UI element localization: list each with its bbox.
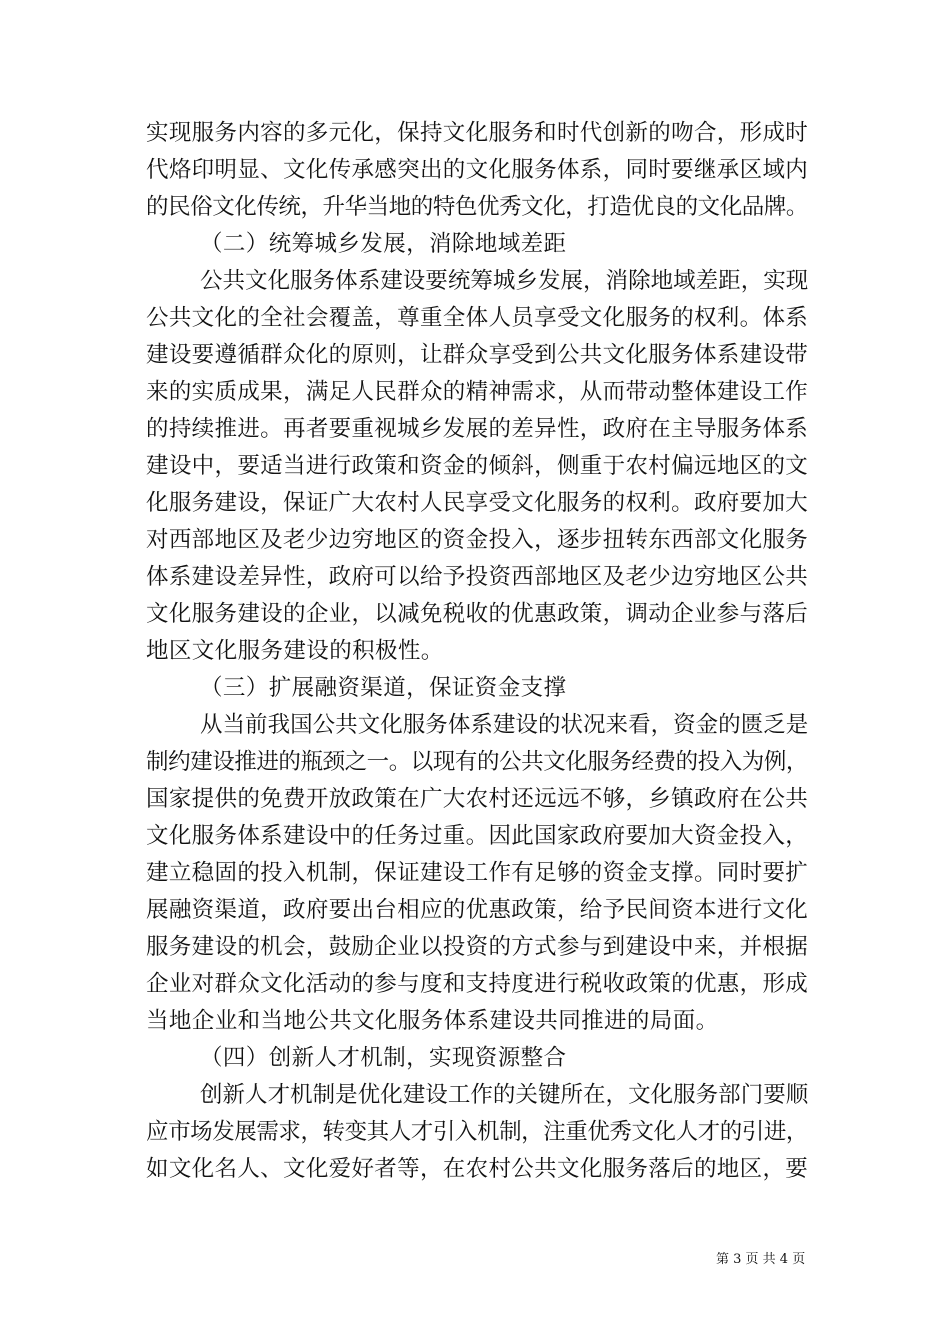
body-line: 服务建设的机会，鼓励企业以投资的方式参与到建设中来，并根据 bbox=[146, 934, 809, 960]
body-line: 从当前我国公共文化服务体系建设的状况来看，资金的匮乏是 bbox=[200, 712, 809, 738]
body-line: 制约建设推进的瓶颈之一。以现有的公共文化服务经费的投入为例， bbox=[146, 749, 809, 775]
body-line: 化服务建设，保证广大农村人民享受文化服务的权利。政府要加大 bbox=[146, 490, 809, 516]
body-line: 代烙印明显、文化传承感突出的文化服务体系，同时要继承区域内 bbox=[146, 157, 809, 183]
body-line: 文化服务体系建设中的任务过重。因此国家政府要加大资金投入， bbox=[146, 823, 809, 849]
body-line: 对西部地区及老少边穷地区的资金投入，逐步扭转东西部文化服务 bbox=[146, 527, 809, 553]
body-line: 建设要遵循群众化的原则，让群众享受到公共文化服务体系建设带 bbox=[146, 342, 809, 368]
section-heading: （四）创新人才机制，实现资源整合 bbox=[200, 1045, 567, 1071]
body-line: 的持续推进。再者要重视城乡发展的差异性，政府在主导服务体系 bbox=[146, 416, 809, 442]
body-line: 创新人才机制是优化建设工作的关键所在，文化服务部门要顺 bbox=[200, 1082, 809, 1108]
section-heading: （二）统筹城乡发展，消除地域差距 bbox=[200, 231, 567, 257]
body-line: 建立稳固的投入机制，保证建设工作有足够的资金支撑。同时要扩 bbox=[146, 860, 809, 886]
section-heading: （三）扩展融资渠道，保证资金支撑 bbox=[200, 675, 567, 701]
page-number-footer: 第 3 页 共 4 页 bbox=[716, 1252, 806, 1267]
body-line: 体系建设差异性，政府可以给予投资西部地区及老少边穷地区公共 bbox=[146, 564, 809, 590]
body-line: 公共文化服务体系建设要统筹城乡发展，消除地域差距，实现 bbox=[200, 268, 809, 294]
body-line: 展融资渠道，政府要出台相应的优惠政策，给予民间资本进行文化 bbox=[146, 897, 809, 923]
body-line: 文化服务建设的企业，以减免税收的优惠政策，调动企业参与落后 bbox=[146, 601, 809, 627]
body-line: 来的实质成果，满足人民群众的精神需求，从而带动整体建设工作 bbox=[146, 379, 809, 405]
body-line: 公共文化的全社会覆盖，尊重全体人员享受文化服务的权利。体系 bbox=[146, 305, 809, 331]
body-line: 企业对群众文化活动的参与度和支持度进行税收政策的优惠，形成 bbox=[146, 971, 809, 997]
body-line: 实现服务内容的多元化，保持文化服务和时代创新的吻合，形成时 bbox=[146, 120, 809, 146]
body-line: 的民俗文化传统，升华当地的特色优秀文化，打造优良的文化品牌。 bbox=[146, 194, 809, 220]
body-line: 建设中，要适当进行政策和资金的倾斜，侧重于农村偏远地区的文 bbox=[146, 453, 809, 479]
body-line: 地区文化服务建设的积极性。 bbox=[146, 638, 444, 664]
body-line: 如文化名人、文化爱好者等，在农村公共文化服务落后的地区，要 bbox=[146, 1156, 809, 1182]
body-line: 国家提供的免费开放政策在广大农村还远远不够，乡镇政府在公共 bbox=[146, 786, 809, 812]
body-line: 应市场发展需求，转变其人才引入机制，注重优秀文化人才的引进， bbox=[146, 1119, 809, 1145]
body-line: 当地企业和当地公共文化服务体系建设共同推进的局面。 bbox=[146, 1008, 719, 1034]
